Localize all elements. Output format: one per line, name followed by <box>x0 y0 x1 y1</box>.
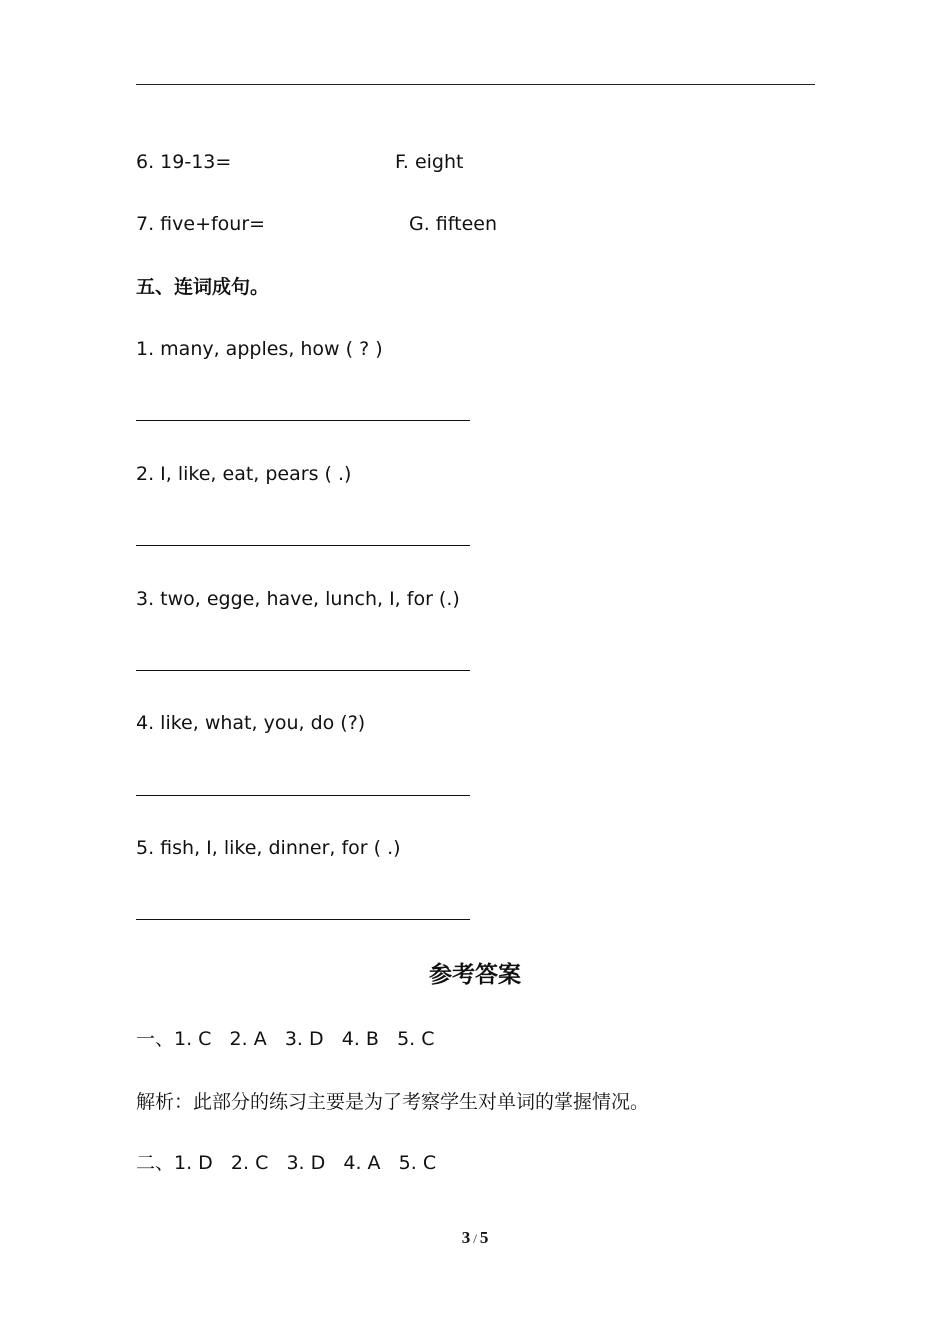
answer-line-5[interactable] <box>136 919 470 920</box>
sentence-item-5: 5. fish, I, like, dinner, for ( .) <box>136 837 401 859</box>
sentence-item-2: 2. I, like, eat, pears ( .) <box>136 463 352 485</box>
section-5-heading: 五、连词成句。 <box>136 276 270 298</box>
sentence-item-1: 1. many, apples, how ( ? ) <box>136 338 383 360</box>
sentence-item-3: 3. two, egge, have, lunch, I, for (.) <box>136 588 460 610</box>
answer-key-part-2: 二、1. D 2. C 3. D 4. A 5. C <box>136 1152 437 1174</box>
page-number-total: 5 <box>479 1228 489 1247</box>
answer-line-1[interactable] <box>136 420 470 421</box>
matching-question-6: 6. 19-13= <box>136 151 232 173</box>
sentence-item-4: 4. like, what, you, do (?) <box>136 712 366 734</box>
header-rule <box>136 84 815 85</box>
answer-line-2[interactable] <box>136 545 470 546</box>
answer-line-4[interactable] <box>136 795 470 796</box>
page-number <box>0 1228 950 1249</box>
answers-title: 参考答案 <box>429 962 521 988</box>
matching-question-7: 7. five+four= <box>136 213 266 235</box>
matching-option-g: G. fifteen <box>409 213 497 235</box>
answer-line-3[interactable] <box>136 670 470 671</box>
matching-option-f: F. eight <box>395 151 464 173</box>
page-number-current: 3 <box>461 1228 471 1247</box>
answer-key-part-1: 一、1. C 2. A 3. D 4. B 5. C <box>136 1028 435 1050</box>
page-number-separator: / <box>473 1231 477 1246</box>
answer-explanation: 解析：此部分的练习主要是为了考察学生对单词的掌握情况。 <box>136 1091 650 1113</box>
